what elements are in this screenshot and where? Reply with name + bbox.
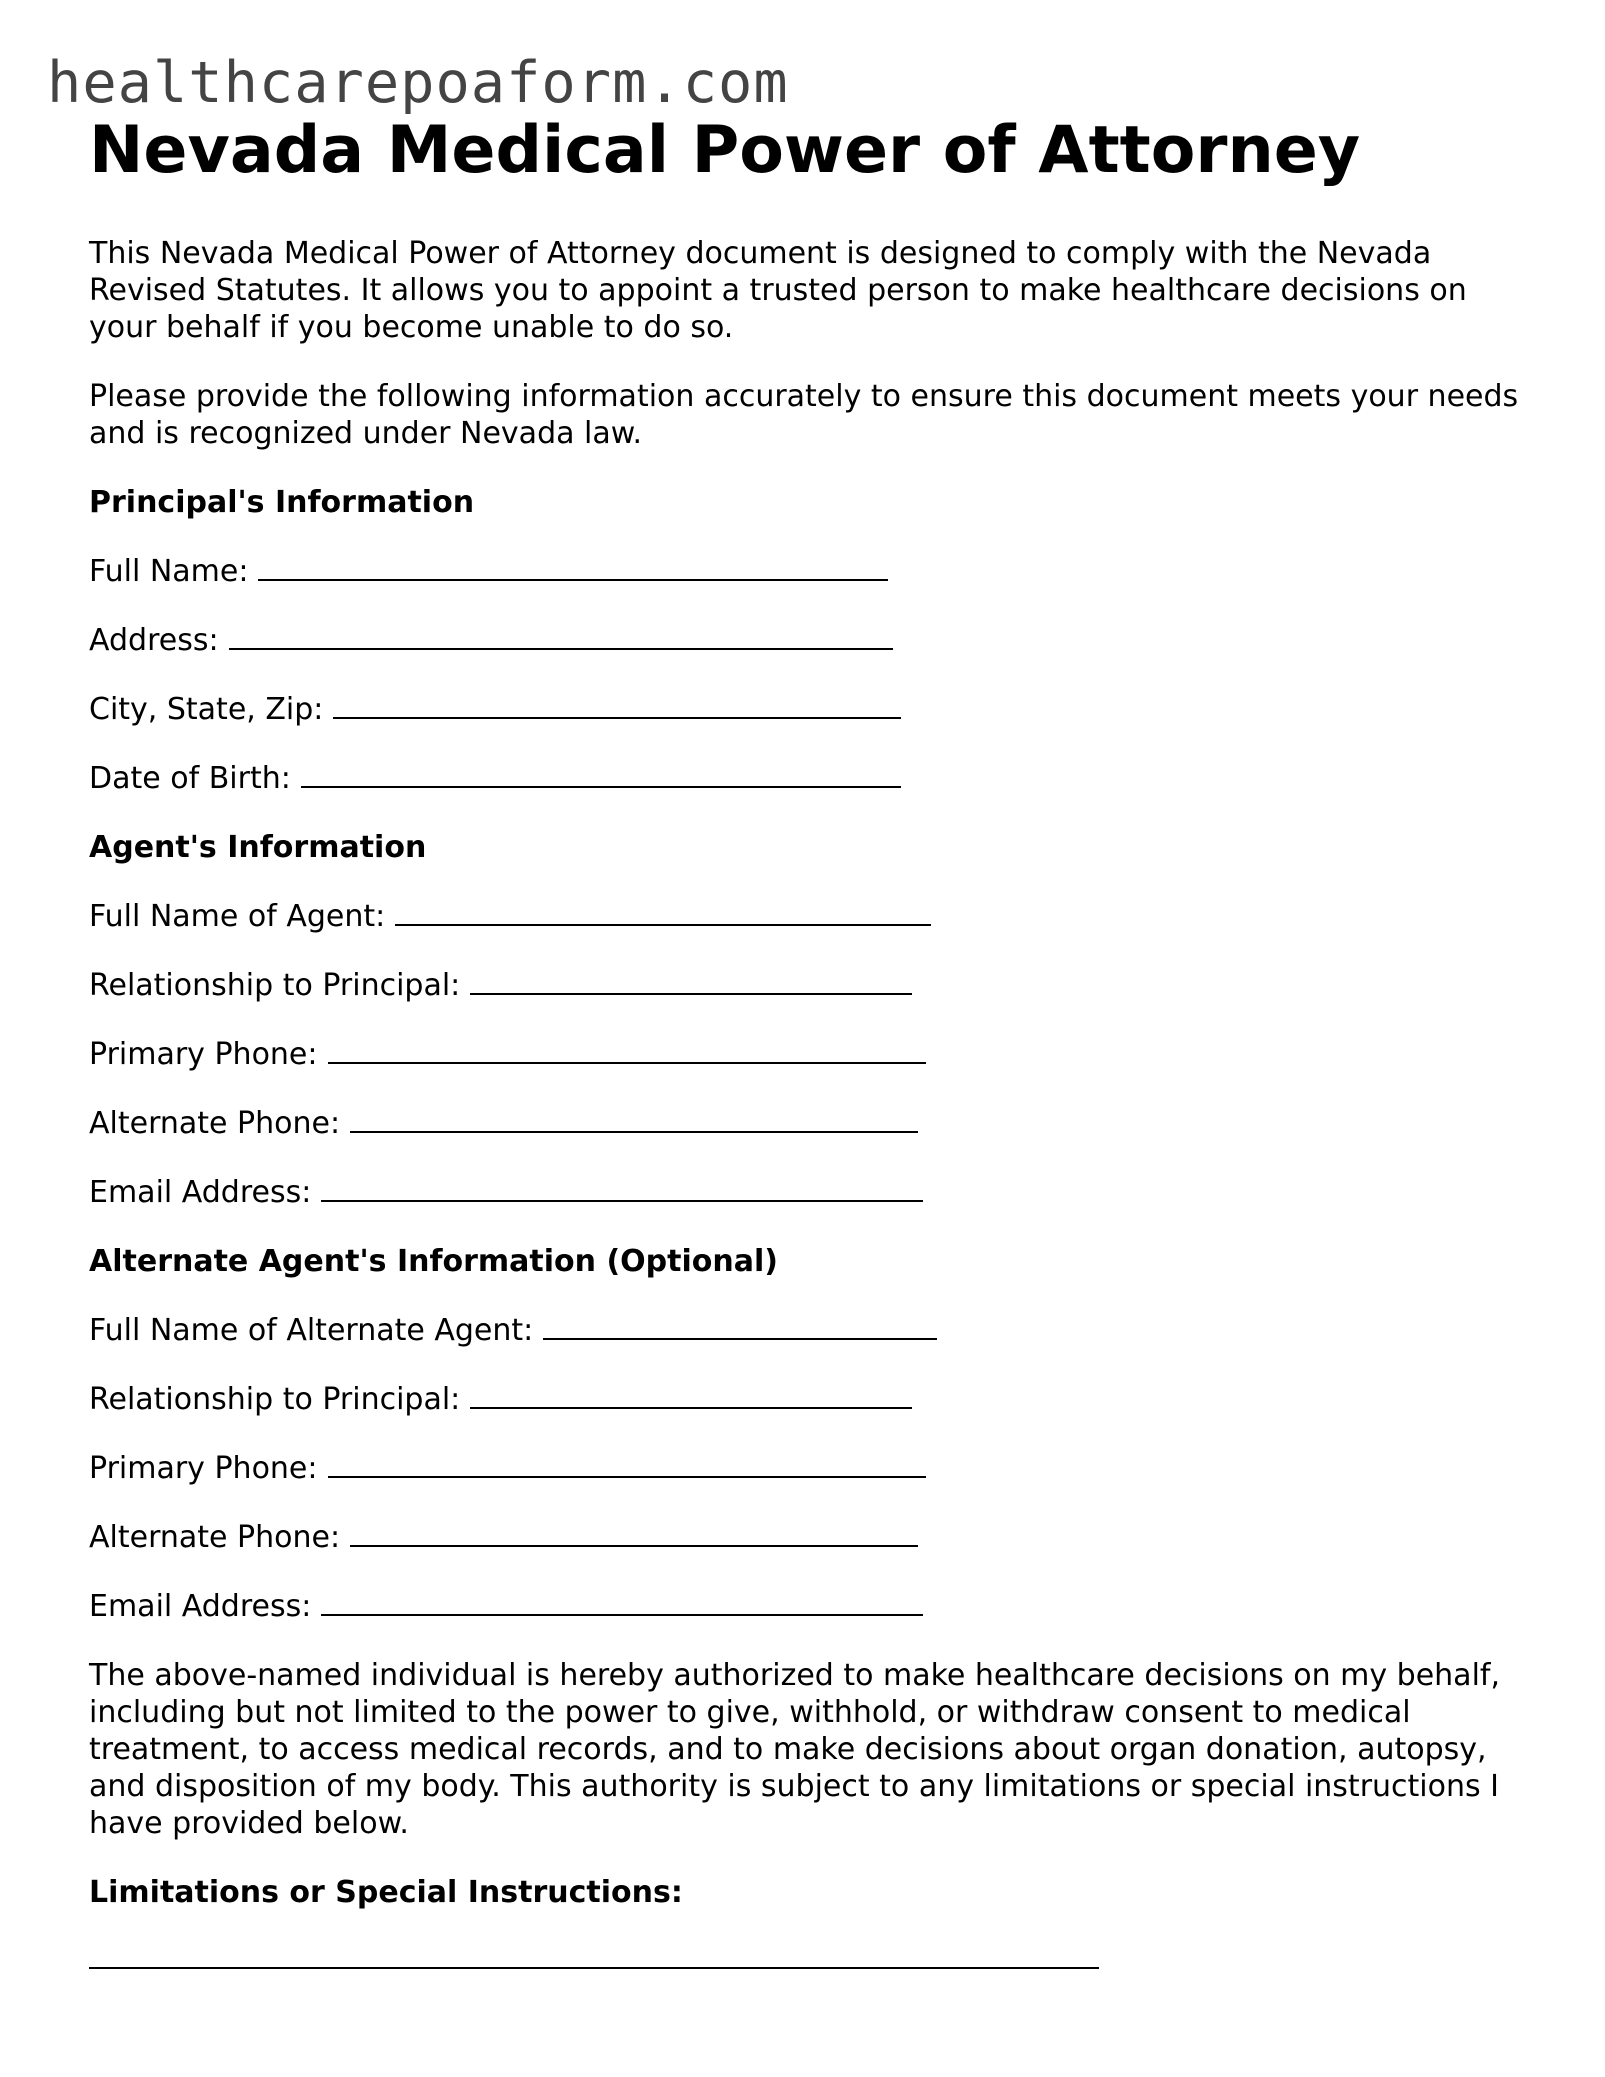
field-label: Primary Phone: bbox=[89, 1451, 318, 1486]
intro-paragraph-1: This Nevada Medical Power of Attorney document is designed to comply with the Nevada Revised Statutes. It allows you to appoint a trusted person to make healthcare decisions on your behalf if you become unable to do so. bbox=[89, 236, 1467, 345]
alternate-agent-alternate-phone-field bbox=[89, 1519, 1529, 1556]
agent-email-blank[interactable] bbox=[321, 1176, 923, 1202]
agent-alternate-phone-field bbox=[89, 1105, 1529, 1142]
alternate-agent-primary-phone-field bbox=[89, 1450, 1529, 1487]
intro-paragraph-2: Please provide the following information accurately to ensure this document meets your needs and is recognized under Nevada law. bbox=[89, 379, 1519, 451]
field-label: Address: bbox=[89, 623, 219, 658]
field-label: Alternate Phone: bbox=[89, 1106, 341, 1141]
authority-paragraph: The above-named individual is hereby authorized to make healthcare decisions on my behalf, including but not limited to the power to give, withhold, or withdraw consent to medical treatment, to access medical records, and to make decisions about organ donation, autopsy, and disposition of my body. This authority is subject to any limitations or special instructions I have provided below. bbox=[89, 1658, 1500, 1841]
alternate-agent-relationship-blank[interactable] bbox=[470, 1383, 912, 1409]
agent-heading: Agent's Information bbox=[89, 830, 427, 865]
principal-address-blank[interactable] bbox=[229, 624, 893, 650]
field-label: Email Address: bbox=[89, 1175, 312, 1210]
alternate-agent-heading: Alternate Agent's Information (Optional) bbox=[89, 1244, 778, 1279]
agent-relationship-blank[interactable] bbox=[470, 969, 912, 995]
principal-city-state-zip-field bbox=[89, 691, 1529, 728]
agent-primary-phone-blank[interactable] bbox=[328, 1038, 926, 1064]
principal-address-field bbox=[89, 622, 1529, 659]
principal-full-name-blank[interactable] bbox=[258, 555, 888, 581]
agent-full-name-field bbox=[89, 898, 1529, 935]
field-label: Full Name: bbox=[89, 554, 249, 589]
field-label: Alternate Phone: bbox=[89, 1520, 341, 1555]
agent-alternate-phone-blank[interactable] bbox=[350, 1107, 918, 1133]
field-label: Relationship to Principal: bbox=[89, 1382, 461, 1417]
alternate-agent-email-blank[interactable] bbox=[321, 1590, 923, 1616]
field-label: City, State, Zip: bbox=[89, 692, 324, 727]
principal-full-name-field bbox=[89, 553, 1529, 590]
document-body bbox=[89, 110, 1529, 1969]
alternate-agent-full-name-field bbox=[89, 1312, 1529, 1349]
field-label: Email Address: bbox=[89, 1589, 312, 1624]
alternate-agent-relationship-field bbox=[89, 1381, 1529, 1418]
alternate-agent-full-name-blank[interactable] bbox=[543, 1314, 937, 1340]
agent-full-name-blank[interactable] bbox=[395, 900, 931, 926]
principal-date-of-birth-field bbox=[89, 760, 1529, 797]
page-title: Nevada Medical Power of Attorney bbox=[89, 113, 1361, 188]
limitations-blank-line[interactable] bbox=[89, 1967, 1099, 1969]
alternate-agent-alternate-phone-blank[interactable] bbox=[350, 1521, 918, 1547]
field-label: Primary Phone: bbox=[89, 1037, 318, 1072]
field-label: Relationship to Principal: bbox=[89, 968, 461, 1003]
limitations-heading: Limitations or Special Instructions: bbox=[89, 1875, 683, 1910]
agent-primary-phone-field bbox=[89, 1036, 1529, 1073]
agent-email-field bbox=[89, 1174, 1529, 1211]
agent-relationship-field bbox=[89, 967, 1529, 1004]
alternate-agent-email-field bbox=[89, 1588, 1529, 1625]
principal-city-state-zip-blank[interactable] bbox=[333, 693, 901, 719]
principal-date-of-birth-blank[interactable] bbox=[301, 762, 901, 788]
field-label: Date of Birth: bbox=[89, 761, 291, 796]
field-label: Full Name of Agent: bbox=[89, 899, 386, 934]
principal-heading: Principal's Information bbox=[89, 485, 475, 520]
site-watermark: healthcarepoaform.com bbox=[47, 50, 789, 116]
alternate-agent-primary-phone-blank[interactable] bbox=[328, 1452, 926, 1478]
field-label: Full Name of Alternate Agent: bbox=[89, 1313, 534, 1348]
